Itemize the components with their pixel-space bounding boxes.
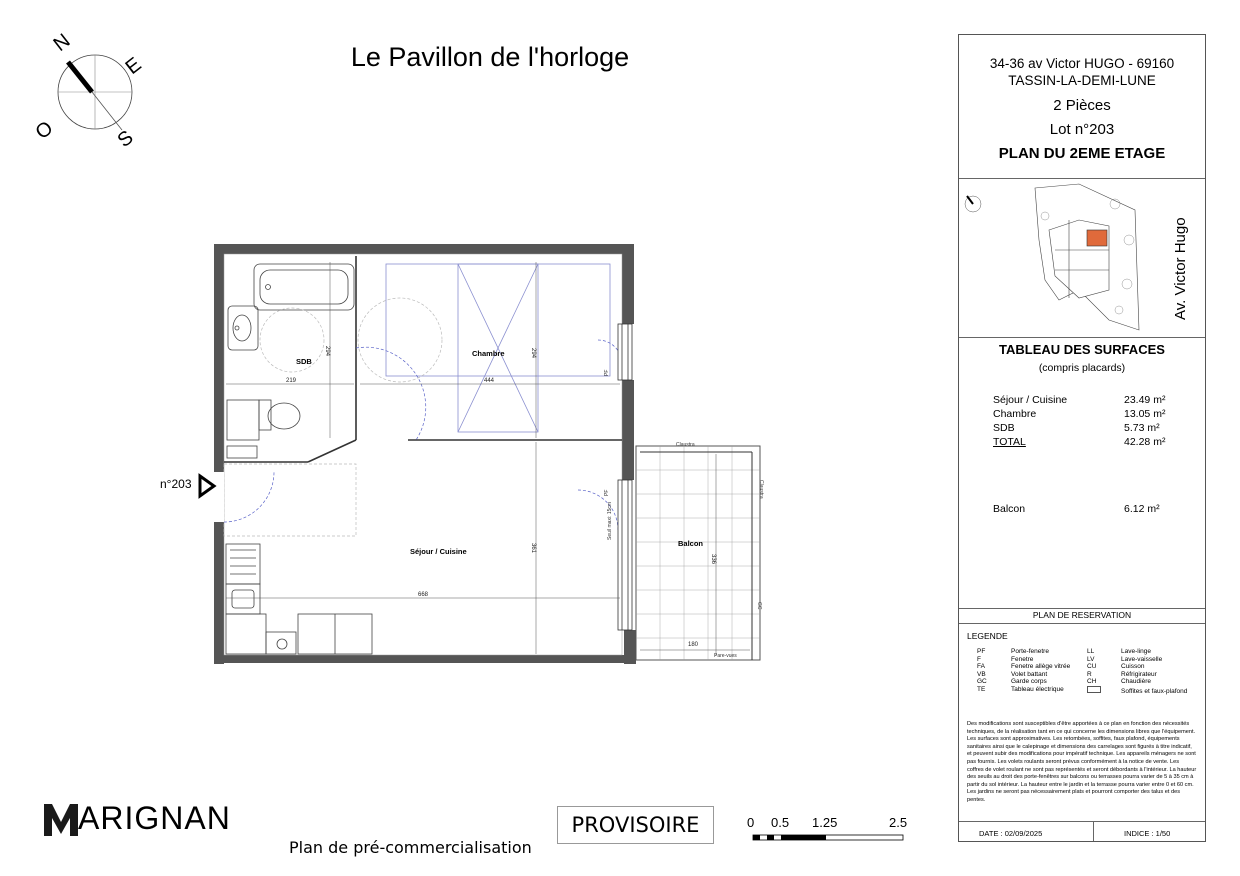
surface-name: Chambre: [993, 408, 1037, 420]
surface-row: [993, 394, 1173, 408]
soffits: [386, 264, 610, 432]
site-plan: [959, 180, 1205, 340]
toilet: [227, 400, 300, 440]
east-label: E: [121, 53, 146, 79]
entry-arrow-icon: [200, 476, 214, 496]
electric-panel: [227, 446, 257, 458]
north-needle: [68, 62, 92, 92]
compass-rose: [31, 29, 160, 155]
lot-highlight: [1087, 230, 1107, 246]
surface-name: TOTAL: [993, 436, 1026, 448]
label-claustra-side: Claustra: [758, 480, 764, 499]
west-label: O: [31, 117, 58, 144]
lot-marker-label: n°203: [160, 477, 192, 491]
label-pf-chambre: PF: [604, 369, 610, 376]
reservation-label: PLAN DE RESERVATION: [1032, 610, 1132, 620]
kitchen: [226, 544, 372, 654]
disclaimer-notes: Des modifications sont susceptibles d'être apportées à ce plan en fonction des nécessités techniques, de la réalisation tant en ce qui concerne les dimensions libres que l'équipement. Les surfaces sont approximatives. Les retombées, soffites, faux plafond, équipements sanitaires ainsi que le calepinage et dimensions des carrelages sont figurés à titre indicatif, et peuvent subir des modifications pour impératif technique. Les appareils ménagers ne sont pas fournis. Les volets roulants seront prévus conformément à la notice de vente. Les coffres de volet roulant ne sont pas représentés et seront débordants à l'intérieur. La hauteur des seuils au droit des porte-fenêtres sur balcons ou terrasses pourra varier de 5 à 35 cm à partir du sol intérieur. La hauteur entre le jardin et la terrasse pourra varier entre 0 et 60 cm. Les jardins ne seront pas nécessairement plats et pourront comporter des talus et des pentes.: [967, 721, 1197, 803]
brand-wordmark: ARIGNAN: [78, 800, 231, 836]
dim-219: 219: [286, 378, 297, 384]
lot-number: Lot n°203: [1049, 121, 1115, 138]
label-gc: GC: [756, 602, 762, 610]
surface-total-row: [993, 436, 1173, 450]
room-label-balcon: Balcon: [678, 539, 704, 548]
dim-294-chambre: 294: [530, 348, 536, 359]
bathtub: [254, 264, 354, 310]
walls: [214, 244, 636, 664]
surface-value: 13.05 m²: [1124, 408, 1166, 420]
scale-label: 0: [747, 815, 755, 830]
surface-row: [993, 422, 1173, 436]
surface-value: 6.12 m²: [1124, 503, 1160, 515]
label-claustra-top: Claustra: [676, 442, 695, 448]
partitions: [224, 256, 622, 462]
room-label-sdb: SDB: [296, 357, 312, 366]
label-seuil: Seuil maxi: 15cm: [607, 501, 613, 540]
plan-date: DATE : 02/09/2025: [979, 829, 1043, 838]
brand-logo: [44, 800, 254, 840]
surface-value: 23.49 m²: [1124, 394, 1166, 406]
dim-668: 668: [418, 592, 429, 598]
surface-value: 42.28 m²: [1124, 436, 1166, 448]
rooms-count: 2 Pièces: [1053, 97, 1111, 114]
surface-value: 5.73 m²: [1124, 422, 1160, 434]
legend-right: LL Lave-linge LV Lave-vaisselle CU Cuisson R Réfrigirateur CH Chaudière Soffites et faux-plafond: [1087, 648, 1188, 695]
label-pf-sejour: PF: [604, 489, 610, 496]
balcony: [636, 446, 760, 660]
surface-name: Balcon: [993, 503, 1026, 515]
dim-444: 444: [484, 378, 495, 384]
address-line1: 34-36 av Victor HUGO - 69160: [989, 56, 1175, 71]
scale-label: 2.5: [889, 815, 908, 830]
plan-index: INDICE : 1/50: [1124, 829, 1171, 838]
washbasin: [228, 306, 258, 350]
room-label-sejour: Séjour / Cuisine: [410, 547, 467, 556]
street-label: Av. Victor Hugo: [1172, 217, 1189, 320]
page-title: Le Pavillon de l'horloge: [350, 42, 630, 72]
scale-bar: [745, 815, 925, 845]
surface-row: [993, 408, 1173, 422]
room-label-chambre: Chambre: [472, 349, 505, 358]
address-line2: TASSIN-LA-DEMI-LUNE: [1008, 73, 1156, 88]
scale-label: 0.5: [771, 815, 790, 830]
door-swings: [224, 298, 622, 536]
legend-title: LEGENDE: [967, 631, 1008, 641]
floor-title: PLAN DU 2EME ETAGE: [998, 145, 1166, 162]
title-block: [958, 34, 1206, 842]
scale-label: 1.25: [812, 815, 838, 830]
legend-left: PF Porte-fenetre F Fenetre FA Fenetre allège vitrée VB Volet battant GC Garde corps TE Tableau électrique: [977, 648, 1071, 693]
surface-name: SDB: [993, 422, 1015, 434]
balcon-row: [993, 503, 1173, 517]
surfaces-table-title: TABLEAU DES SURFACES: [999, 342, 1165, 357]
label-pare-vues: Pare-vues: [714, 653, 737, 659]
surfaces-table-subtitle: (compris placards): [1038, 362, 1126, 374]
provisoire-stamp: PROVISOIRE: [557, 806, 714, 844]
address: [959, 55, 1205, 89]
dim-180: 180: [688, 642, 699, 648]
surface-name: Séjour / Cuisine: [993, 394, 1068, 406]
south-label: S: [113, 126, 138, 152]
dim-336: 336: [710, 554, 716, 565]
floor-plan: [150, 235, 790, 675]
north-label: N: [49, 29, 75, 56]
dim-294-sdb: 294: [324, 346, 330, 357]
dim-361: 361: [530, 543, 536, 554]
precommercial-label: Plan de pré-commercialisation: [289, 838, 532, 857]
